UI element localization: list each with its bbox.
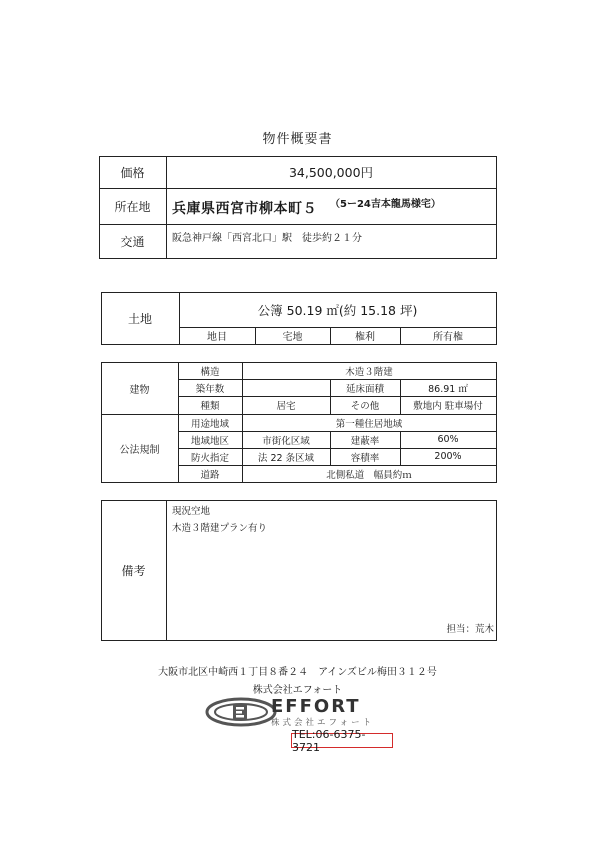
building-label: 建物	[129, 384, 150, 396]
remarks-staff: 担当：荒木	[446, 624, 494, 635]
logo-subtext: 株式会社エフォート	[271, 718, 375, 728]
floor-area-label: 延床面積	[345, 383, 384, 395]
type-label: 種類	[200, 401, 220, 412]
fire-label: 防火指定	[190, 452, 229, 464]
far-label: 容積率	[350, 452, 380, 464]
structure-value: 木造３階建	[345, 366, 393, 378]
location-note: （5ー24吉本龍馬様宅）	[330, 198, 441, 210]
land-area-value: 公簿 50.19 ㎡(約 15.18 坪)	[257, 303, 418, 318]
other-label: その他	[350, 401, 380, 412]
land-right-header: 権利	[355, 332, 375, 343]
road-value: 北側私道 幅員約ｍ	[326, 469, 412, 481]
company-name: 株式会社エフォート	[252, 685, 343, 696]
location-label: 所在地	[114, 199, 151, 214]
location-value: 兵庫県西宮市柳本町５	[172, 201, 317, 217]
fire-value: 法 22 条区域	[257, 452, 315, 464]
document-title: 物件概要書	[262, 132, 333, 147]
regulation-label: 公法規制	[119, 444, 160, 456]
land-label: 土地	[127, 311, 152, 326]
land-category-header: 地目	[207, 332, 227, 343]
far-value: 200%	[434, 451, 462, 462]
price-value: 34,500,000円	[288, 165, 374, 180]
tel-number: TEL:06-6375-3721	[291, 733, 393, 748]
price-label: 価格	[120, 165, 145, 180]
coverage-value: 60%	[437, 434, 459, 445]
remarks-label: 備考	[121, 563, 146, 578]
district-value: 市街化区域	[262, 435, 310, 447]
type-value: 居宅	[276, 401, 296, 412]
use-zone-label: 用途地域	[190, 418, 229, 430]
remarks-line-1: 現況空地	[172, 506, 211, 517]
structure-label: 構造	[200, 366, 220, 378]
other-value: 敷地内 駐車場付	[413, 401, 483, 412]
land-right-value: 所有権	[433, 332, 463, 343]
company-address: 大阪市北区中崎西１丁目８番２４ アインズビル梅田３１２号	[158, 667, 437, 678]
district-label: 地域地区	[190, 435, 229, 447]
land-category-value: 宅地	[282, 332, 303, 343]
coverage-label: 建蔽率	[350, 435, 380, 447]
age-label: 築年数	[195, 383, 225, 395]
transport-label: 交通	[120, 234, 145, 249]
road-label: 道路	[200, 469, 220, 481]
transport-value: 阪急神戸線「西宮北口」駅 徒歩約２１分	[172, 232, 362, 244]
floor-area-value: 86.91 ㎡	[428, 383, 468, 395]
age-value	[242, 379, 330, 396]
effort-logo	[205, 696, 401, 728]
use-zone-value: 第一種住居地域	[335, 418, 403, 430]
remarks-line-2: 木造３階建プラン有り	[172, 523, 268, 534]
logo-text: EFFORT	[271, 696, 361, 717]
